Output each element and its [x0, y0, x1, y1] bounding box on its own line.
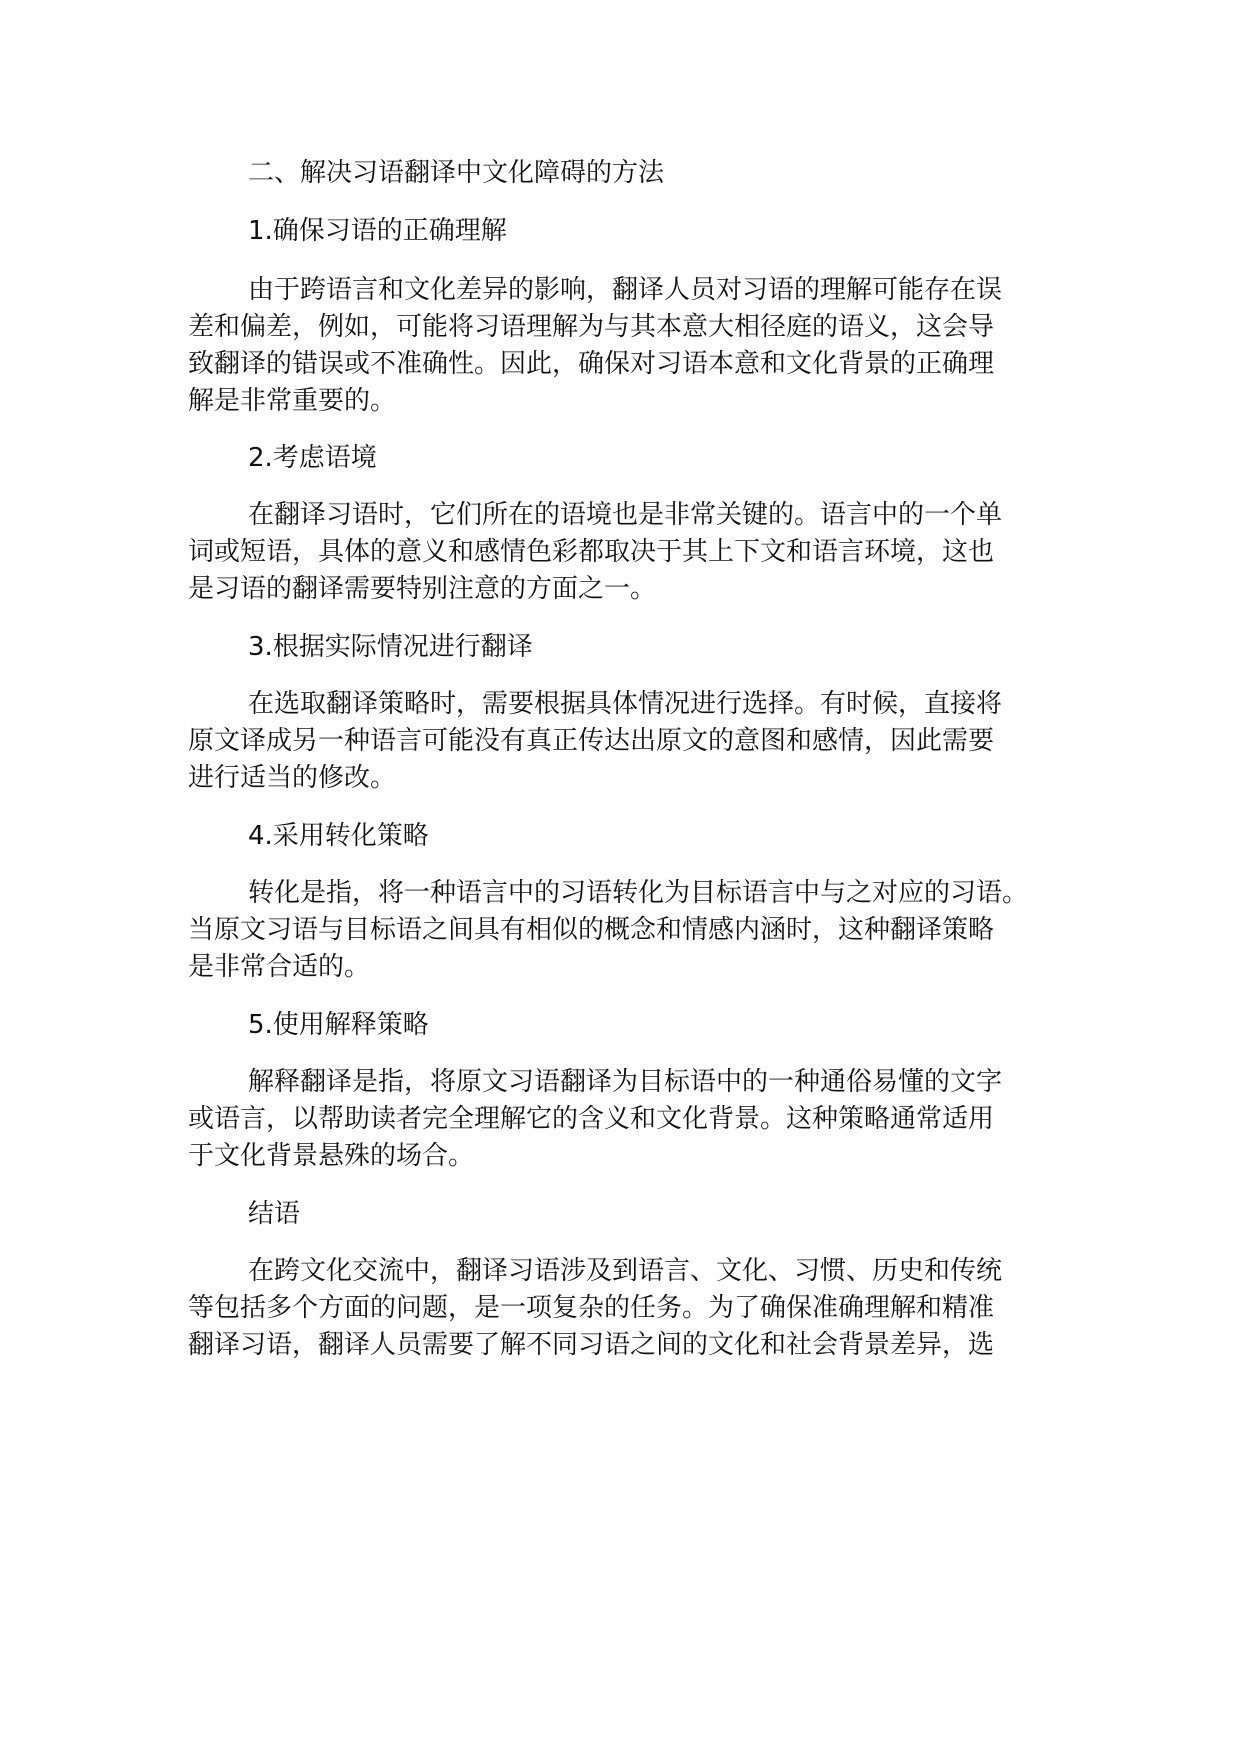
paragraph-line: 在选取翻译策略时，需要根据具体情况进行选择。有时候，直接将 [248, 689, 1003, 719]
conclusion-paragraph [188, 1253, 1068, 1364]
paragraph-line: 翻译习语，翻译人员需要了解不同习语之间的文化和社会背景差异，选 [188, 1330, 995, 1360]
paragraph-line: 在跨文化交流中，翻译习语涉及到语言、文化、习惯、历史和传统 [248, 1256, 1003, 1286]
paragraph-5 [188, 1064, 1068, 1175]
section-heading: 二、解决习语翻译中文化障碍的方法 [248, 158, 665, 188]
subheading-2: 2.考虑语境 [248, 443, 377, 473]
paragraph-line: 在翻译习语时，它们所在的语境也是非常关键的。语言中的一个单 [248, 500, 1003, 530]
document-body [188, 156, 1068, 1364]
paragraph-line: 进行适当的修改。 [188, 763, 397, 793]
subheading-5: 5.使用解释策略 [248, 1010, 429, 1040]
paragraph-line: 等包括多个方面的问题，是一项复杂的任务。为了确保准确理解和精准 [188, 1293, 995, 1323]
paragraph-line: 致翻译的错误或不准确性。因此，确保对习语本意和文化背景的正确理 [188, 349, 995, 379]
paragraph-1 [188, 272, 1068, 420]
subheading-4: 4.采用转化策略 [248, 821, 429, 851]
paragraph-4 [188, 875, 1068, 986]
paragraph-line: 转化是指，将一种语言中的习语转化为目标语言中与之对应的习语。 [248, 878, 1029, 908]
paragraph-3 [188, 686, 1068, 797]
subheading-3: 3.根据实际情况进行翻译 [248, 632, 533, 662]
paragraph-2 [188, 497, 1068, 608]
paragraph-line: 原文译成另一种语言可能没有真正传达出原文的意图和感情，因此需要 [188, 726, 995, 756]
paragraph-line: 由于跨语言和文化差异的影响，翻译人员对习语的理解可能存在误 [248, 275, 1003, 305]
paragraph-line: 词或短语，具体的意义和感情色彩都取决于其上下文和语言环境，这也 [188, 537, 995, 567]
subheading-1: 1.确保习语的正确理解 [248, 216, 507, 246]
paragraph-line: 或语言，以帮助读者完全理解它的含义和文化背景。这种策略通常适用 [188, 1104, 995, 1134]
paragraph-line: 解释翻译是指，将原文习语翻译为目标语中的一种通俗易懂的文字 [248, 1067, 1003, 1097]
paragraph-line: 于文化背景悬殊的场合。 [188, 1141, 475, 1171]
paragraph-line: 是非常合适的。 [188, 952, 371, 982]
paragraph-line: 解是非常重要的。 [188, 386, 397, 416]
paragraph-line: 是习语的翻译需要特别注意的方面之一。 [188, 574, 657, 604]
conclusion-heading: 结语 [248, 1199, 301, 1229]
paragraph-line: 差和偏差，例如，可能将习语理解为与其本意大相径庭的语义，这会导 [188, 312, 995, 342]
paragraph-line: 当原文习语与目标语之间具有相似的概念和情感内涵时，这种翻译策略 [188, 915, 995, 945]
